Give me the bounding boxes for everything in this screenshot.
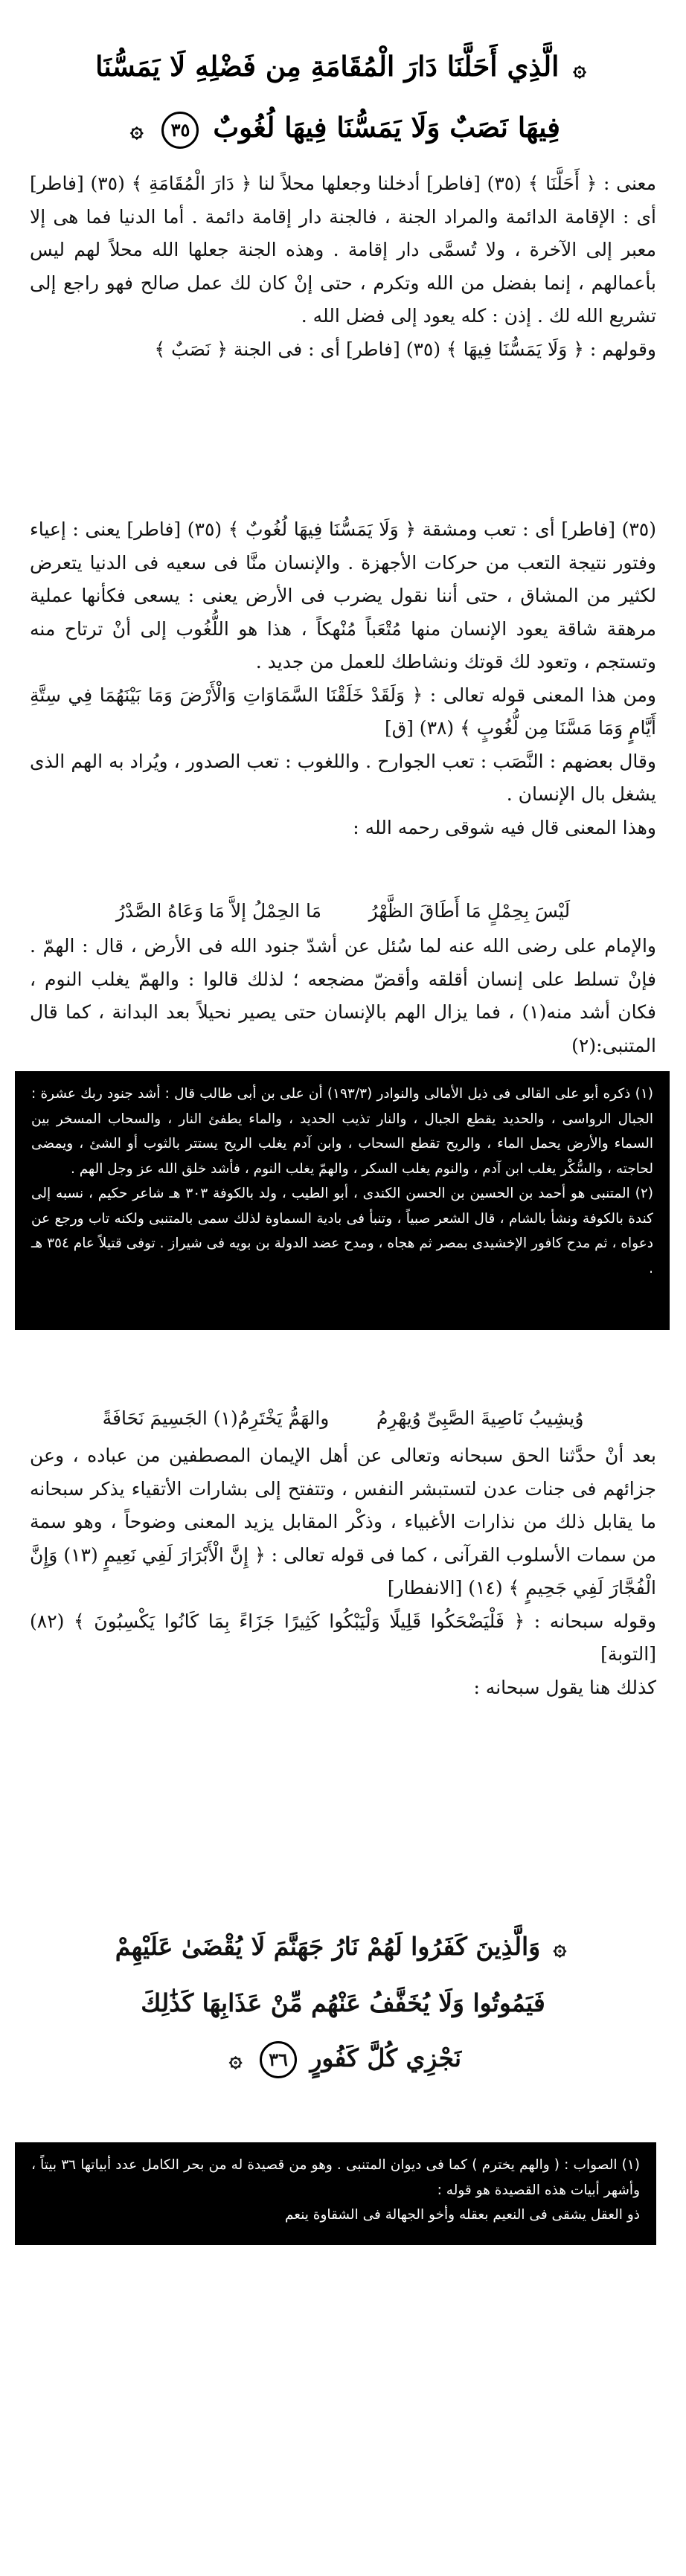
verse-bottom-text-1: وَالَّذِينَ كَفَرُوا لَهُمْ نَارُ جَهَنَّمَ لَا يُقْضَىٰ عَلَيْهِمْ — [115, 1932, 541, 1961]
paragraph: وهذا المعنى قال فيه شوقى رحمه الله : — [353, 816, 656, 838]
verse-bottom-line-2 — [45, 1976, 641, 2031]
footnote: (٢) المتنبى هو أحمد بن الحسين بن الحسن الكندى ، أبو الطيب ، ولد بالكوفة ٣٠٣ هـ شاعر حكيم ، نسبه إلى كندة بالكوفة ونشأ بالشام ، قال الشعر صبياً ، وتنبأ فى بادية السماوة لذلك سمى بالمتنبى ولكنه تاب ورجع عن دعواه ، ثم مدح كافور الإخشيدى بمصر ثم هجاه ، ومدح عضد الدولة بن بويه فى شيراز . توفى قتيلاً عام ٣٥٤ هـ . — [31, 1186, 653, 1276]
poem-hemistich-right: لَيْسَ بِحِمْلٍ مَا أَطَاقَ الظَّهْرُ — [368, 900, 571, 922]
poem-hemistich-right: وُيشِيبُ نَاصِيةَ الصَّبِىِّ وُيهْرِمُ — [376, 1407, 584, 1429]
poem-verse-2 — [30, 1402, 656, 1435]
commentary-section-4 — [30, 1439, 656, 1704]
paragraph: معنى : ﴿ أَحَلَّنَا ﴾ (٣٥) [فاطر] أدخلنا وجعلها محلاً لنا ﴿ دَارَ الْمُقَامَةِ ﴾ (٣٥) [فاطر] أى : الإقامة الدائمة والمراد الجنة ، فالجنة دار إقامة دائمة . أما الدنيا فما هى إلا معبر إلى الآخرة ، ولا تُسمَّى دار إقامة . وهذه الجنة جعلها الله محلاً لهم ليس بأعمالهم ، إنما بفضل من الله وتكرم ، حتى إنْ كان لك عمل صالح فهو راجع إلى تشريع الله لك . إذن : كله يعود إلى فضل الله . — [30, 173, 656, 327]
verse-bottom-text-2: فَيَمُوتُوا وَلَا يُخَفَّفُ عَنْهُم مِّنْ عَذَابِهَا كَذَٰلِكَ — [141, 1988, 545, 2017]
verse-ornament-icon: ۞ — [228, 2046, 243, 2072]
poem-verse-1 — [30, 895, 656, 928]
paragraph: والإمام على رضى الله عنه لما سُئل عن أشدّ جنود الله فى الأرض ، قال : الهمّ . فإنْ تسلط على إنسان أقلقه وأقضّ مضجعه ؛ لذلك قالوا : والهمّ يغلب النوم ، فكان أشد منه(١) ، فما يزال الهم بالإنسان حتى يصير نحيلاً بعد البدانة ، كما قال المتنبى:(٢) — [30, 935, 656, 1056]
footnotes-box-1 — [15, 1071, 670, 1330]
verse-ornament-icon: ۞ — [129, 117, 144, 143]
paragraph: بعد أنْ حدَّثنا الحق سبحانه وتعالى عن أهل الإيمان المصطفين من عباده ، وعن جزائهم فى جنات عدن لتستبشر النفس ، وتتفتح إلى بشارات الأتقياء يذكر سبحانه ما يقابل ذلك من نذارات الأغبياء ، وذكْر المقابل يزيد المعنى وضوحاً ، وهو سمة من سمات الأسلوب القرآنى ، كما فى قوله تعالى : ﴿ إِنَّ الْأَبْرَارَ لَفِي نَعِيمٍ (١٣) وَإِنَّ الْفُجَّارَ لَفِي جَحِيمٍ ﴾ (١٤) [الانفطار] — [30, 1445, 657, 1599]
paragraph: وقال بعضهم : النَّصَب : تعب الجوارح . واللغوب : تعب الصدور ، ويُراد به الهم الذى يشغل بال الإنسان . — [30, 750, 656, 805]
paragraph: ومن هذا المعنى قوله تعالى : ﴿ وَلَقَدْ خَلَقْنَا السَّمَاوَاتِ وَالْأَرْضَ وَمَا بَيْنَهُمَا فِي سِتَّةِ أَيَّامٍ وَمَا مَسَّنَا مِن لُّغُوبٍ ﴾ (٣٨) [ق] — [30, 684, 656, 739]
verse-header-line-2 — [30, 98, 656, 159]
paragraph: وقولهم : ﴿ وَلَا يَمَسُّنَا فِيهَا ﴾ (٣٥) [فاطر] أى : فى الجنة ﴿ نَصَبٌ ﴾ — [154, 338, 656, 360]
verse-bottom-line-1 — [45, 1919, 641, 1976]
paragraph: كذلك هنا يقول سبحانه : — [473, 1676, 656, 1698]
verse-bottom-line-3 — [45, 2031, 641, 2087]
verse-header — [30, 37, 656, 159]
footnote: (١) الصواب : ( والهم يخترم ) كما فى ديوان المتنبى . وهو من قصيدة له من بحر الكامل عدد أبياتها ٣٦ بيتاً ، وأشهر أبيات هذه القصيدة هو قوله : — [31, 2157, 641, 2198]
verse-header-line-1 — [30, 37, 656, 98]
footnote: (١) ذكره أبو على القالى فى ذيل الأمالى والنوادر (١٩٣/٣) أن على بن أبى طالب قال : أشد جنود ربك عشرة : الجبال الرواسى ، والحديد يقطع الجبال ، والنار تذيب الحديد ، والماء يطفئ النار ، والسحاب المسخر بين السماء والأرض يحمل الماء ، والريح تقطع السحاب ، وابن آدم يغلب الريح يستتر بالثوب أو الشئ ، ويمضى لحاجته ، والسُّكْر يغلب ابن آدم ، والنوم يغلب السكر ، والهمّ يغلب النوم ، فأشد خلق الله عز وجل الهم . — [31, 1086, 653, 1177]
commentary-section-2 — [30, 513, 656, 844]
commentary-section-1 — [30, 167, 656, 366]
verse-ornament-icon: ۞ — [573, 56, 586, 82]
verse-header-text-1: الَّذِي أَحَلَّنَا دَارَ الْمُقَامَةِ مِن فَضْلِهِ لَا يَمَسُّنَا — [95, 50, 560, 83]
verse-bottom-text-3: نَجْزِي كُلَّ كَفُورٍ — [310, 2043, 462, 2072]
paragraph: (٣٥) [فاطر] أى : تعب ومشقة ﴿ وَلَا يَمَسُّنَا فِيهَا لُغُوبٌ ﴾ (٣٥) [فاطر] يعنى : إعياء وفتور نتيجة التعب من حركات الأجهزة . والإنسان منَّا فى سعيه فى الدنيا يتعرض لكثير من المشاق ، حتى أننا نقول يضرب فى الأرض يعنى : يسعى فكأنها عملية مرهقة شاقة يعود الإنسان منها مُتْعَباً مُنْهكاً ، هذا هو اللُّغُوب إلى أنْ ترتاح منه وتستجم ، وتعود لك قوتك ونشاطك للعمل من جديد . — [30, 518, 656, 672]
paragraph: وقوله سبحانه : ﴿ فَلْيَضْحَكُوا قَلِيلًا وَلْيَبْكُوا كَثِيرًا جَزَاءً بِمَا كَانُوا يَكْسِبُونَ ﴾ (٨٢) [التوبة] — [30, 1610, 656, 1665]
verse-number-badge: ٣٥ — [161, 112, 199, 149]
verse-bottom — [45, 1919, 641, 2087]
verse-number-badge: ٣٦ — [260, 2041, 297, 2078]
verse-header-text-2: فِيهَا نَصَبٌ وَلَا يَمَسُّنَا فِيهَا لُغُوبٌ — [213, 111, 560, 144]
poem-hemistich-left: مَا الحِمْلُ إلاَّ مَا وَعَاهُ الصَّدْرُ — [115, 900, 322, 922]
footnotes-box-2 — [15, 2142, 656, 2245]
poem-hemistich-left: والهَمُّ يَخْتَرِمُ(١) الجَسِيمَ نَحَافَةً — [102, 1407, 330, 1429]
verse-ornament-icon: ۞ — [553, 1935, 567, 1961]
footnote-poem-verse: ذو العقل يشقى فى النعيم بعقله وأخو الجهالة فى الشقاوة ينعم — [284, 2207, 640, 2223]
commentary-section-3 — [30, 930, 656, 1062]
